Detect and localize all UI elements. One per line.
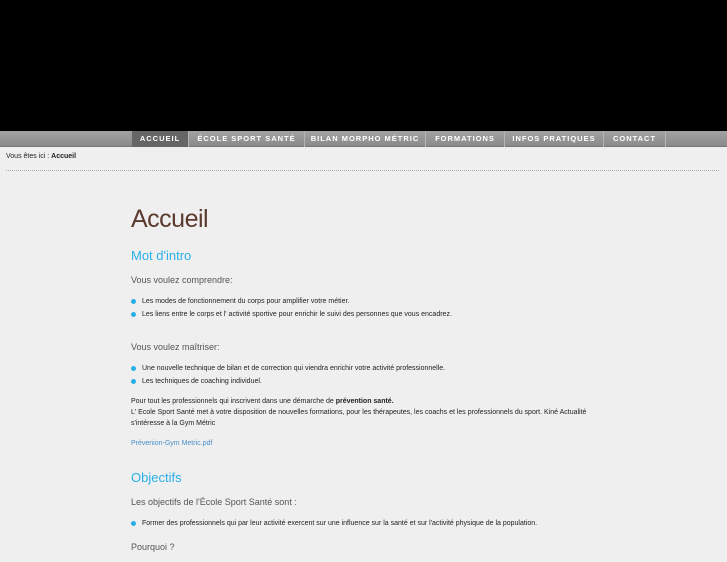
para-text: Pour tout les professionnels qui inscrivent dans une démarche de (131, 398, 336, 405)
list-comprendre (131, 295, 601, 321)
list-item (131, 517, 601, 530)
intro-paragraph (131, 396, 601, 429)
list-item (131, 308, 601, 321)
list-item-text: Les modes de fonctionnement du corps pour amplifier votre métier. (142, 298, 350, 305)
para-bold: prévention santé. (335, 398, 394, 405)
lead-comprendre: Vous voulez comprendre: (131, 275, 233, 285)
list-item-text: Former des professionnels qui par leur activité exercent sur une influence sur la santé et sur l'activité physique de la population. (142, 520, 538, 527)
nav-contact[interactable]: CONTACT (604, 131, 666, 147)
pdf-link[interactable]: Prévenion-Gym Metric.pdf (131, 440, 213, 447)
nav-ecole-sport-sante[interactable]: ÉCOLE SPORT SANTÉ (189, 131, 305, 147)
bullet-icon (131, 366, 136, 371)
list-item-text: Les techniques de coaching individuel. (142, 378, 262, 385)
nav-bilan-morpho-metric[interactable]: BILAN MORPHO MÉTRIC (305, 131, 426, 147)
nav-accueil[interactable]: ACCUEIL (132, 131, 189, 147)
bullet-icon (131, 379, 136, 384)
divider (6, 170, 719, 171)
nav-formations[interactable]: FORMATIONS (426, 131, 505, 147)
breadcrumb (6, 153, 76, 160)
lead-objectifs: Les objectifs de l'École Sport Santé sont : (131, 497, 297, 507)
lead-pourquoi: Pourquoi ? (131, 542, 175, 552)
bullet-icon (131, 312, 136, 317)
breadcrumb-current: Accueil (51, 153, 77, 160)
list-item-text: Les liens entre le corps et l' activité sportive pour enrichir le suivi des personnes que vous encadrez. (142, 311, 452, 318)
header-banner (0, 0, 727, 131)
intro-heading: Mot d'intro (131, 248, 192, 263)
objectives-heading: Objectifs (131, 470, 182, 485)
list-item-text: Une nouvelle technique de bilan et de correction qui viendra enrichir votre activité professionnelle. (142, 365, 446, 372)
list-item (131, 295, 601, 308)
lead-maitriser: Vous voulez maîtriser: (131, 342, 220, 352)
list-item (131, 375, 601, 388)
bullet-icon (131, 299, 136, 304)
bullet-icon (131, 521, 136, 526)
main-nav (0, 131, 727, 147)
page-title: Accueil (131, 205, 209, 233)
nav-infos-pratiques[interactable]: INFOS PRATIQUES (505, 131, 604, 147)
list-objectifs (131, 517, 601, 530)
list-maitriser (131, 362, 601, 388)
list-item (131, 362, 601, 375)
para-text-2: L' Ecole Sport Santé met à votre disposition de nouvelles formations, pour les thérapeutes, les coachs et les professionnels du sport. Kiné Actualité s'intéresse à la Gym Métric (131, 409, 587, 427)
main-content (131, 205, 601, 562)
breadcrumb-prefix: Vous êtes ici : (6, 153, 52, 160)
